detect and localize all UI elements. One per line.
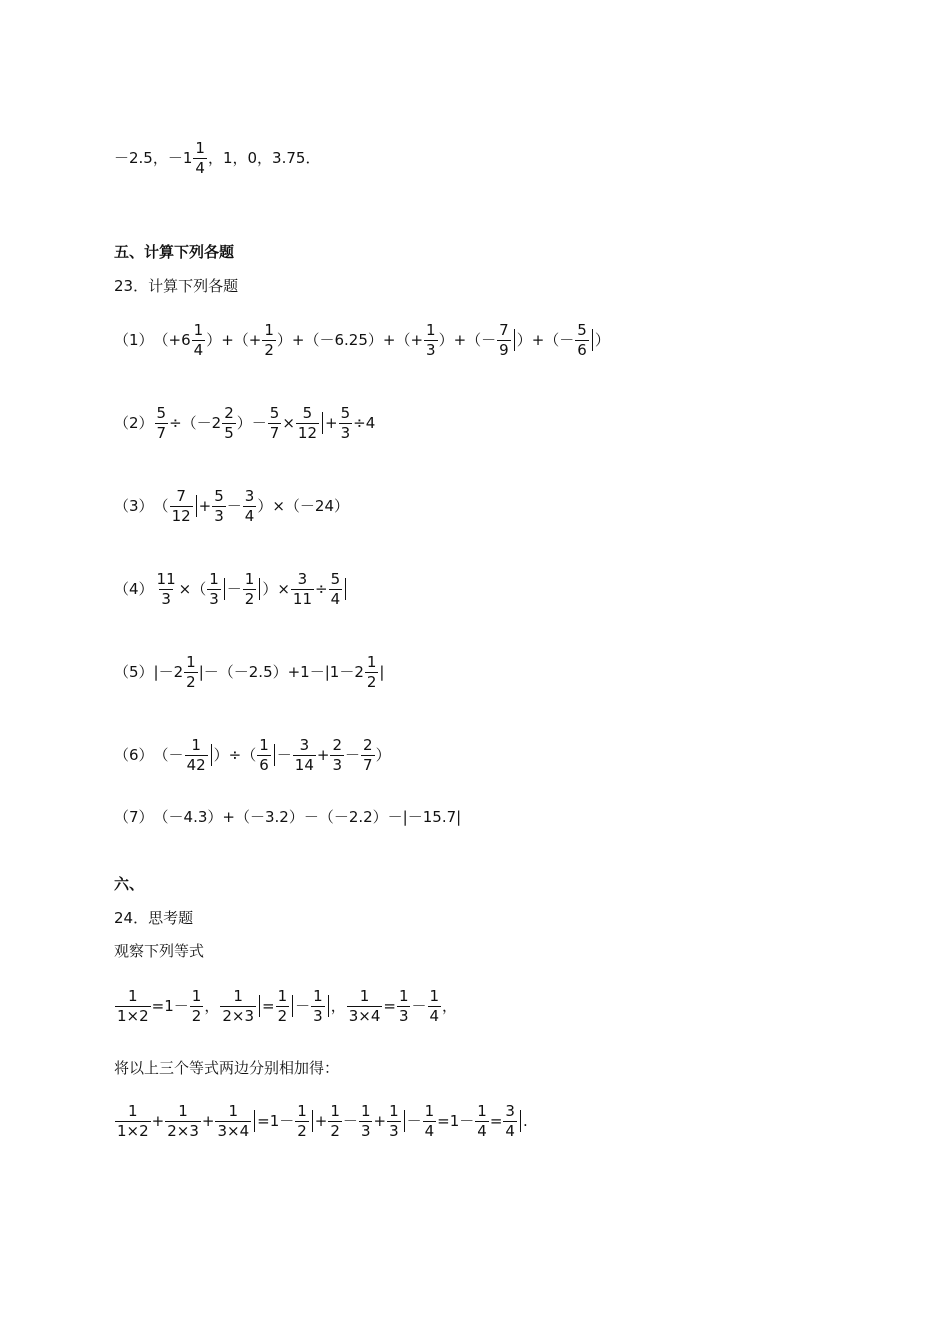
fraction: $\frac{7}{9}$: [499, 321, 509, 359]
fraction: $\frac{1}{2}$: [330, 1102, 340, 1140]
problem-label: （6）: [114, 745, 154, 764]
bar: [592, 329, 593, 351]
question-23-label: 23．计算下列各题: [114, 277, 239, 295]
expr-text: =: [262, 996, 275, 1015]
expr-text: .: [522, 1111, 528, 1130]
fraction: $\frac{1}{2\times 3}$: [167, 1102, 199, 1140]
expr-text: （: [153, 496, 169, 515]
expr-text: ）+（－6.25）+（+: [276, 330, 424, 349]
expr-text: ）+（－: [516, 330, 575, 349]
bar: [328, 995, 329, 1017]
fraction: $\frac{3}{14}$: [294, 736, 314, 774]
fraction: $\frac{5}{7}$: [269, 404, 280, 442]
expr-text: |: [379, 662, 385, 681]
fraction: $\frac{1}{4}$: [429, 987, 440, 1025]
expr-text: ，: [330, 996, 346, 1015]
expr-text: －: [342, 1111, 358, 1130]
fraction: $\frac{1}{2}$: [186, 653, 196, 691]
expr-text: ÷: [315, 579, 328, 598]
problem-label: （5）: [114, 662, 154, 681]
combine-text: 将以上三个等式两边分别相加得：: [114, 1059, 340, 1077]
fraction: $\frac{5}{3}$: [340, 404, 351, 442]
expr-text: （－: [153, 745, 184, 764]
bar: [224, 578, 225, 600]
expr-text: ）×（－24）: [257, 496, 349, 515]
expr-text: +: [201, 1111, 215, 1130]
expr-text: －: [226, 496, 242, 515]
fraction: $\frac{1}{3}$: [426, 321, 436, 359]
expr-text: （+6: [153, 330, 191, 349]
fraction: $\frac{3}{4}$: [244, 487, 255, 525]
numbers-text-1: －2.5，－1: [114, 148, 193, 167]
summed-equation: [114, 1103, 528, 1139]
fraction: $\frac{2}{7}$: [363, 736, 373, 774]
bar: [259, 578, 260, 600]
fraction: $\frac{11}{3}$: [156, 570, 176, 608]
fraction: $\frac{1}{42}$: [186, 736, 206, 774]
fraction: $\frac{1}{2\times 3}$: [222, 987, 254, 1025]
fraction: $\frac{1}{2}$: [191, 987, 202, 1025]
bar: [312, 1110, 313, 1132]
observe-intro: 观察下列等式: [114, 942, 205, 960]
bar: [404, 1110, 405, 1132]
fraction: $\frac{2}{3}$: [332, 736, 343, 774]
numbers-text-2: ，1，0，3.75．: [207, 148, 321, 167]
fraction: $\frac{5}{12}$: [297, 404, 317, 442]
expr-text: －: [226, 579, 242, 598]
problem-6: [114, 737, 391, 773]
expr-text: －: [295, 996, 311, 1015]
bar: [322, 412, 323, 434]
expr-text: +: [151, 1111, 165, 1130]
expr-text: +: [325, 413, 338, 432]
fraction: $\frac{1}{1\times 2}$: [117, 987, 149, 1025]
observed-equations: [114, 988, 457, 1024]
section-5-title: 五、计算下列各题: [114, 243, 235, 261]
bar: [259, 995, 260, 1017]
problem-4: [114, 571, 348, 607]
expr-text: －: [276, 745, 292, 764]
fraction: $\frac{5}{3}$: [214, 487, 224, 525]
problem-label: （7）: [114, 808, 154, 826]
bar: [274, 744, 275, 766]
fraction: $\frac{2}{5}$: [224, 404, 234, 442]
expr-text: +: [316, 745, 330, 764]
expr-text: －: [406, 1111, 422, 1130]
expr-text: ）: [594, 330, 610, 349]
fraction: $\frac{1}{1\times 2}$: [117, 1102, 149, 1140]
expr-text: ）: [375, 745, 391, 764]
bar: [345, 578, 346, 600]
expr-text: －: [411, 996, 427, 1015]
expr-text: +: [314, 1111, 328, 1130]
problem-label: （3）: [114, 496, 154, 515]
fraction: $\frac{1}{3\times 4}$: [348, 987, 381, 1025]
problem-7: [114, 810, 461, 825]
question-24-label: 24．思考题: [114, 909, 194, 927]
fraction: $\frac{1}{3}$: [360, 1102, 371, 1140]
fraction: $\frac{1}{2}$: [264, 321, 274, 359]
fraction: $\frac{1}{2}$: [297, 1102, 307, 1140]
expr-text: －: [345, 745, 361, 764]
expr-text: |－2: [153, 662, 184, 681]
bar: [514, 329, 515, 351]
problem-1: [114, 322, 610, 358]
fraction: $\frac{1}{3\times 4}$: [217, 1102, 250, 1140]
expr-text: ÷4: [353, 413, 376, 432]
expr-text: =1－: [257, 1111, 295, 1130]
problem-label: （4）: [114, 579, 154, 598]
fraction: $\frac{1}{3}$: [389, 1102, 399, 1140]
expr-text: ，: [442, 996, 458, 1015]
numbers-row: [114, 140, 320, 176]
bar: [254, 1110, 255, 1132]
expr-text: ）÷（: [213, 745, 257, 764]
expr-text: =1－: [151, 996, 189, 1015]
fraction: $\frac{1}{3}$: [398, 987, 409, 1025]
bar: [196, 495, 197, 517]
fraction: $\frac{7}{12}$: [171, 487, 191, 525]
expr-text: ×（: [178, 579, 207, 598]
expr-text: =: [489, 1111, 503, 1130]
fraction: $\frac{1}{4}$: [424, 1102, 435, 1140]
expr-text: ，: [204, 996, 220, 1015]
fraction: $\frac{5}{4}$: [330, 570, 341, 608]
fraction: $\frac{1}{2}$: [244, 570, 255, 608]
expr-text: ×: [282, 413, 295, 432]
section-6-title: 六、: [114, 875, 145, 893]
fraction: $\frac{1}{4}$: [195, 139, 205, 177]
expr-text: ）×: [262, 579, 290, 598]
expr-text: （－4.3）+（－3.2）－（－2.2）－|－15.7|: [153, 808, 462, 826]
expr-text: =: [383, 996, 396, 1015]
fraction: $\frac{1}{4}$: [477, 1102, 487, 1140]
expr-text: ）+（+: [206, 330, 262, 349]
problem-label: （1）: [114, 330, 154, 349]
fraction: $\frac{1}{2}$: [277, 987, 288, 1025]
bar: [520, 1110, 521, 1132]
fraction: $\frac{1}{3}$: [313, 987, 323, 1025]
bar: [211, 744, 212, 766]
problem-label: （2）: [114, 413, 154, 432]
expr-text: +: [373, 1111, 387, 1130]
expr-text: ）－: [236, 413, 267, 432]
fraction: $\frac{5}{6}$: [577, 321, 587, 359]
expr-text: +: [198, 496, 212, 515]
fraction: $\frac{3}{11}$: [292, 570, 312, 608]
expr-text: ÷（－2: [169, 413, 222, 432]
expr-text: |－（－2.5）+1－|1－2: [198, 662, 364, 681]
expr-text: ）+（－: [438, 330, 497, 349]
fraction: $\frac{1}{3}$: [209, 570, 219, 608]
problem-3: [114, 488, 349, 524]
problem-5: [114, 654, 384, 690]
problem-2: [114, 405, 375, 441]
bar: [292, 995, 293, 1017]
expr-text: =1－: [437, 1111, 475, 1130]
fraction: $\frac{3}{4}$: [505, 1102, 515, 1140]
fraction: $\frac{1}{4}$: [193, 321, 204, 359]
fraction: $\frac{5}{7}$: [156, 404, 167, 442]
fraction: $\frac{1}{2}$: [366, 653, 377, 691]
fraction: $\frac{1}{6}$: [259, 736, 269, 774]
